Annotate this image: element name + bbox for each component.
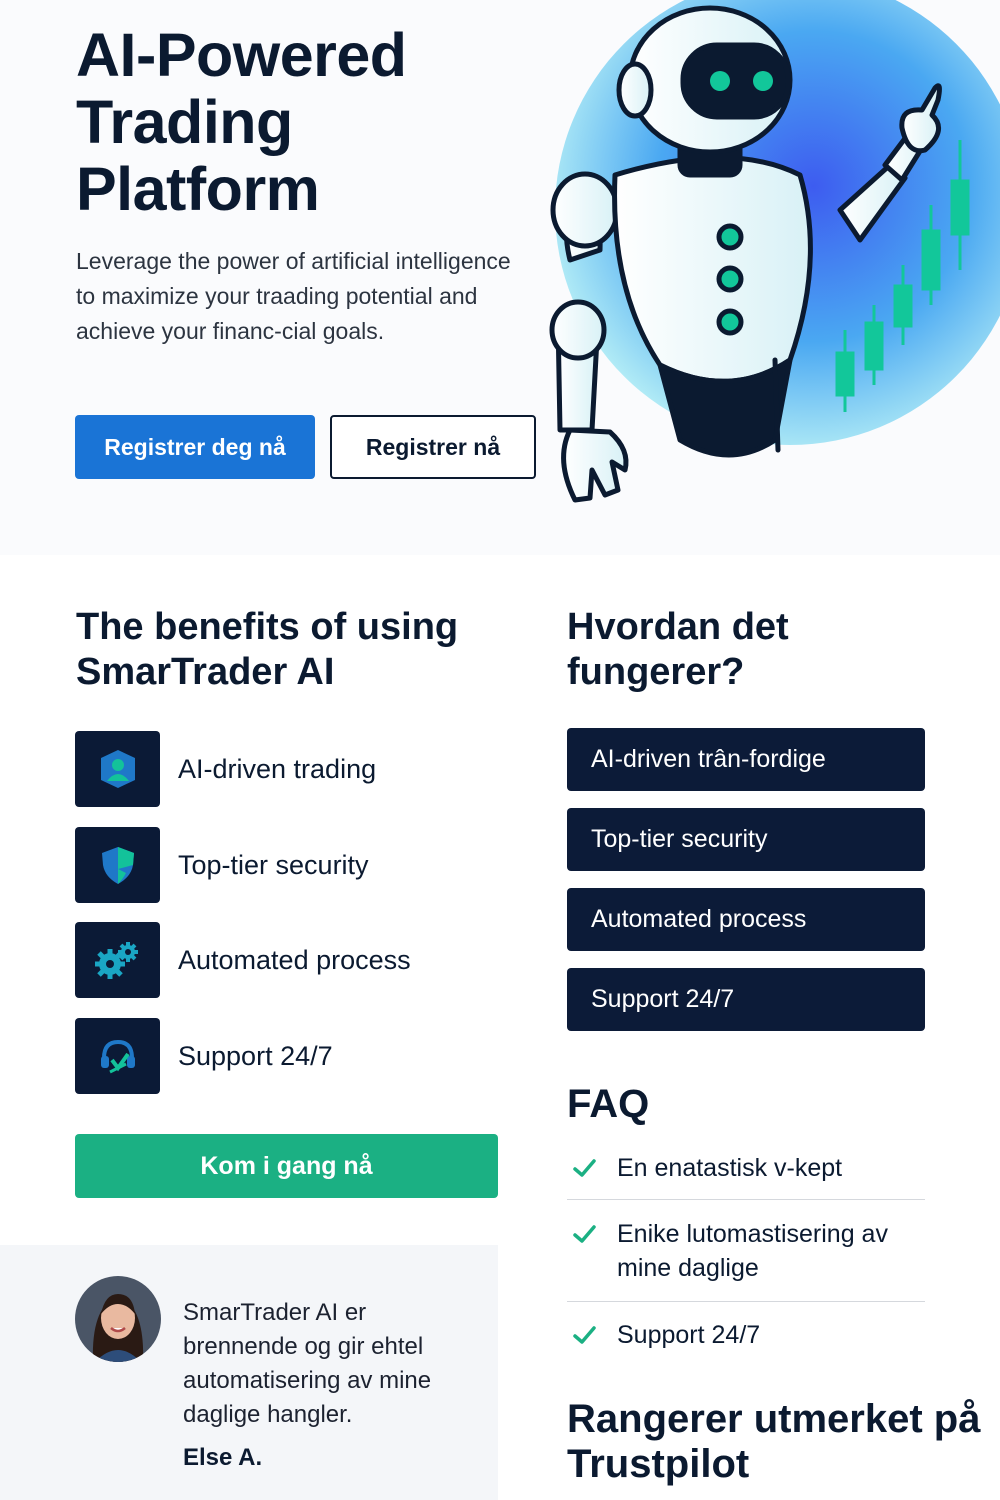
get-started-button[interactable]: Kom i gang nå [75, 1134, 498, 1198]
how-step-item[interactable]: Support 24/7 [567, 968, 925, 1031]
check-icon [567, 1151, 617, 1186]
gears-icon [75, 922, 160, 998]
robot-eye-icon [753, 71, 773, 91]
benefit-item [75, 1018, 505, 1094]
faq-question: Support 24/7 [617, 1321, 761, 1349]
hero-description: Leverage the power of artificial intelligence to maximize your traading potential and achieve your financ-cial goals. [76, 248, 511, 344]
testimonial-quote: SmarTrader AI er brennende og gir ehtel automatisering av mine daglige hangler. [183, 1299, 432, 1428]
benefit-label: Automated process [178, 944, 411, 975]
robot-illustration [530, 0, 1000, 520]
benefit-item [75, 922, 505, 998]
how-it-works-title: Hvordan det fungerer? [567, 606, 789, 693]
faq-item[interactable] [567, 1217, 925, 1285]
shield-icon [75, 827, 160, 903]
benefit-item [75, 827, 505, 903]
robot-eye-icon [710, 71, 730, 91]
faq-question: Enike lutomastisering av mine daglige [617, 1220, 888, 1282]
benefit-label: Support 24/7 [178, 1040, 333, 1071]
faq-item[interactable] [567, 1318, 925, 1353]
faq-question: En enatastisk v-kept [617, 1154, 843, 1182]
register-primary-button[interactable]: Registrer deg nå [75, 415, 315, 479]
user-icon [75, 731, 160, 807]
divider [567, 1199, 925, 1200]
check-icon [567, 1318, 617, 1353]
faq-item[interactable] [567, 1151, 925, 1186]
register-secondary-button[interactable]: Registrer nå [330, 415, 536, 479]
benefit-item [75, 731, 505, 807]
benefit-label: Top-tier security [178, 849, 369, 880]
testimonial-author: Else A. [183, 1444, 263, 1471]
divider [567, 1301, 925, 1302]
how-step-item[interactable]: Top-tier security [567, 808, 925, 871]
avatar [75, 1276, 161, 1362]
how-step-item[interactable]: Automated process [567, 888, 925, 951]
faq-title: FAQ [567, 1082, 650, 1126]
check-icon [567, 1217, 617, 1252]
how-step-item[interactable]: AI-driven trân-fordige [567, 728, 925, 791]
benefit-label: AI-driven trading [178, 753, 377, 784]
hero-section [0, 0, 1000, 555]
benefits-title: The benefits of using SmarTrader AI [76, 606, 459, 693]
headset-icon [75, 1018, 160, 1094]
hero-title: AI-Powered Trading Platform [76, 21, 407, 223]
trustpilot-title: Rangerer utmerket på Trustpilot [567, 1397, 981, 1486]
